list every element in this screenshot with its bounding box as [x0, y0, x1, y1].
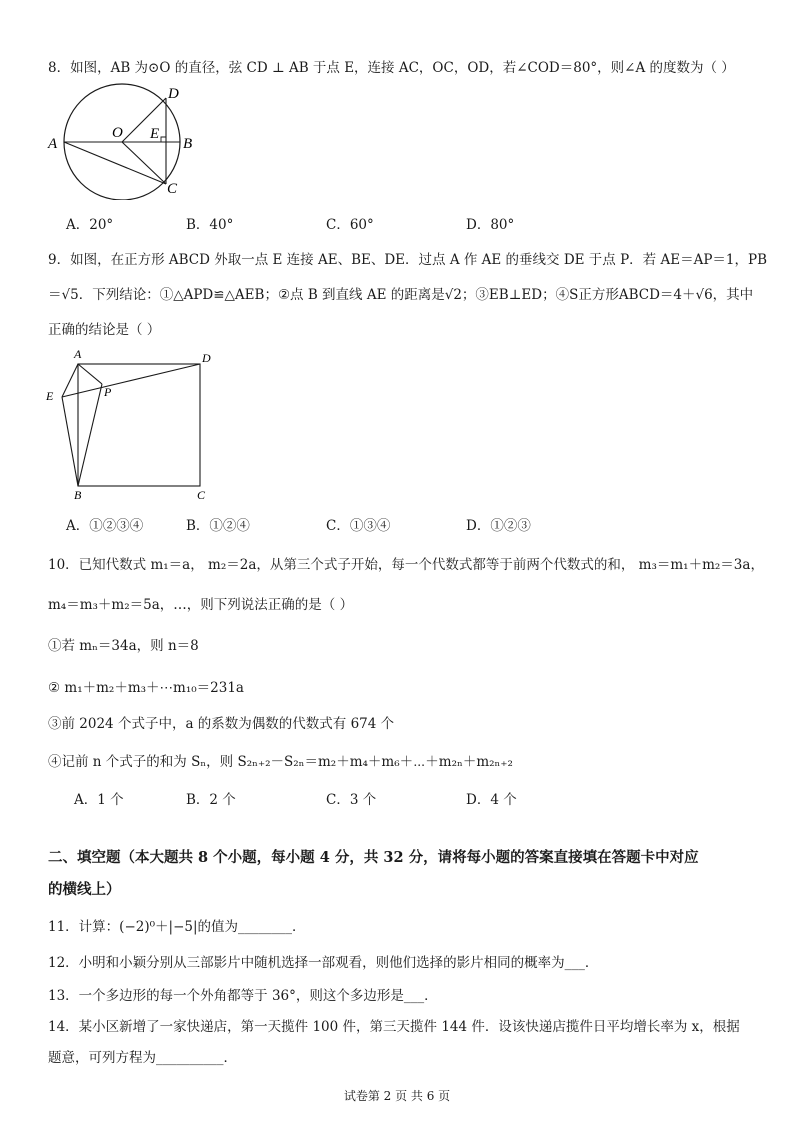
q8-label-o: O	[112, 125, 123, 141]
q8-option-b: B．40°	[186, 217, 234, 233]
q9-label-d: D	[202, 351, 211, 365]
q10-option-c: C．3 个	[326, 792, 377, 808]
q9-label-a: A	[74, 347, 82, 361]
q13: 13．一个多边形的每一个外角都等于 36°，则这个多边形是___．	[48, 988, 438, 1004]
section-2-heading-line-2: 的横线上）	[48, 881, 121, 898]
q8-label-c: C	[167, 181, 178, 197]
q9-option-d: D．①②③	[466, 518, 531, 534]
q8-option-a: A．20°	[66, 217, 114, 233]
q10-line-1: 10．已知代数式 m₁＝a， m₂＝2a，从第三个式子开始，每一个代数式都等于前两个代数式的和， m₃＝m₁＋m₂＝3a，	[48, 557, 764, 573]
q9-option-a: A．①②③④	[66, 518, 144, 534]
q9-label-b: B	[74, 488, 82, 502]
q8-stem: 8．如图，AB 为⊙O 的直径，弦 CD ⊥ AB 于点 E，连接 AC，OC，OD，若∠COD＝80°，则∠A 的度数为（ ）	[48, 60, 735, 76]
q8-circle-figure	[44, 80, 204, 200]
q11: 11．计算：(−2)⁰＋|−5|的值为________．	[48, 919, 306, 935]
q12: 12．小明和小颖分别从三部影片中随机选择一部观看，则他们选择的影片相同的概率为___．	[48, 955, 599, 971]
q9-label-p: P	[104, 385, 112, 399]
q10-statement-3: ③前 2024 个式子中，a 的系数为偶数的代数式有 674 个	[48, 716, 395, 732]
q10-line-2: m₄＝m₃＋m₂＝5a，…，则下列说法正确的是（ ）	[48, 597, 354, 613]
q10-statement-1: ①若 mₙ＝34a，则 n＝8	[48, 638, 199, 654]
q10-statement-4: ④记前 n 个式子的和为 Sₙ，则 S₂ₙ₊₂－S₂ₙ＝m₂＋m₄＋m₆＋⋯＋m₂ₙ＋m₂ₙ₊₂	[48, 754, 513, 770]
q9-square-figure	[42, 342, 222, 502]
q9-option-b: B．①②④	[186, 518, 250, 534]
q9-label-e: E	[46, 389, 54, 403]
q8-option-c: C．60°	[326, 217, 374, 233]
q9-line-2: ＝√5．下列结论：①△APD≌△AEB；②点 B 到直线 AE 的距离是√2；③EB⊥ED；④S正方形ABCD＝4＋√6，其中	[48, 287, 754, 303]
q8-option-d: D．80°	[466, 217, 515, 233]
section-2-heading-line-1: 二、填空题（本大题共 8 个小题，每小题 4 分，共 32 分，请将每小题的答案直接填在答题卡中对应	[48, 849, 699, 866]
q9-option-c: C．①③④	[326, 518, 391, 534]
q9-label-c: C	[197, 488, 206, 502]
q10-option-a: A．1 个	[74, 792, 124, 808]
q9-line-3: 正确的结论是（ ）	[48, 322, 161, 338]
q8-label-e: E	[150, 126, 160, 142]
q14-line-1: 14．某小区新增了一家快递店，第一天揽件 100 件，第三天揽件 144 件．设该快递店揽件日平均增长率为 x，根据	[48, 1019, 740, 1035]
q8-label-d: D	[168, 86, 179, 102]
q8-label-b: B	[183, 136, 193, 152]
q10-statement-2: ② m₁＋m₂＋m₃＋⋯m₁₀＝231a	[48, 680, 244, 696]
q10-option-d: D．4 个	[466, 792, 517, 808]
q10-option-b: B．2 个	[186, 792, 236, 808]
q8-label-a: A	[48, 136, 58, 152]
q9-line-1: 9．如图，在正方形 ABCD 外取一点 E 连接 AE、BE、DE．过点 A 作 AE 的垂线交 DE 于点 P．若 AE＝AP＝1，PB	[48, 252, 768, 268]
page-footer: 试卷第 2 页 共 6 页	[343, 1089, 451, 1103]
q14-line-2: 题意，可列方程为__________．	[48, 1050, 237, 1066]
